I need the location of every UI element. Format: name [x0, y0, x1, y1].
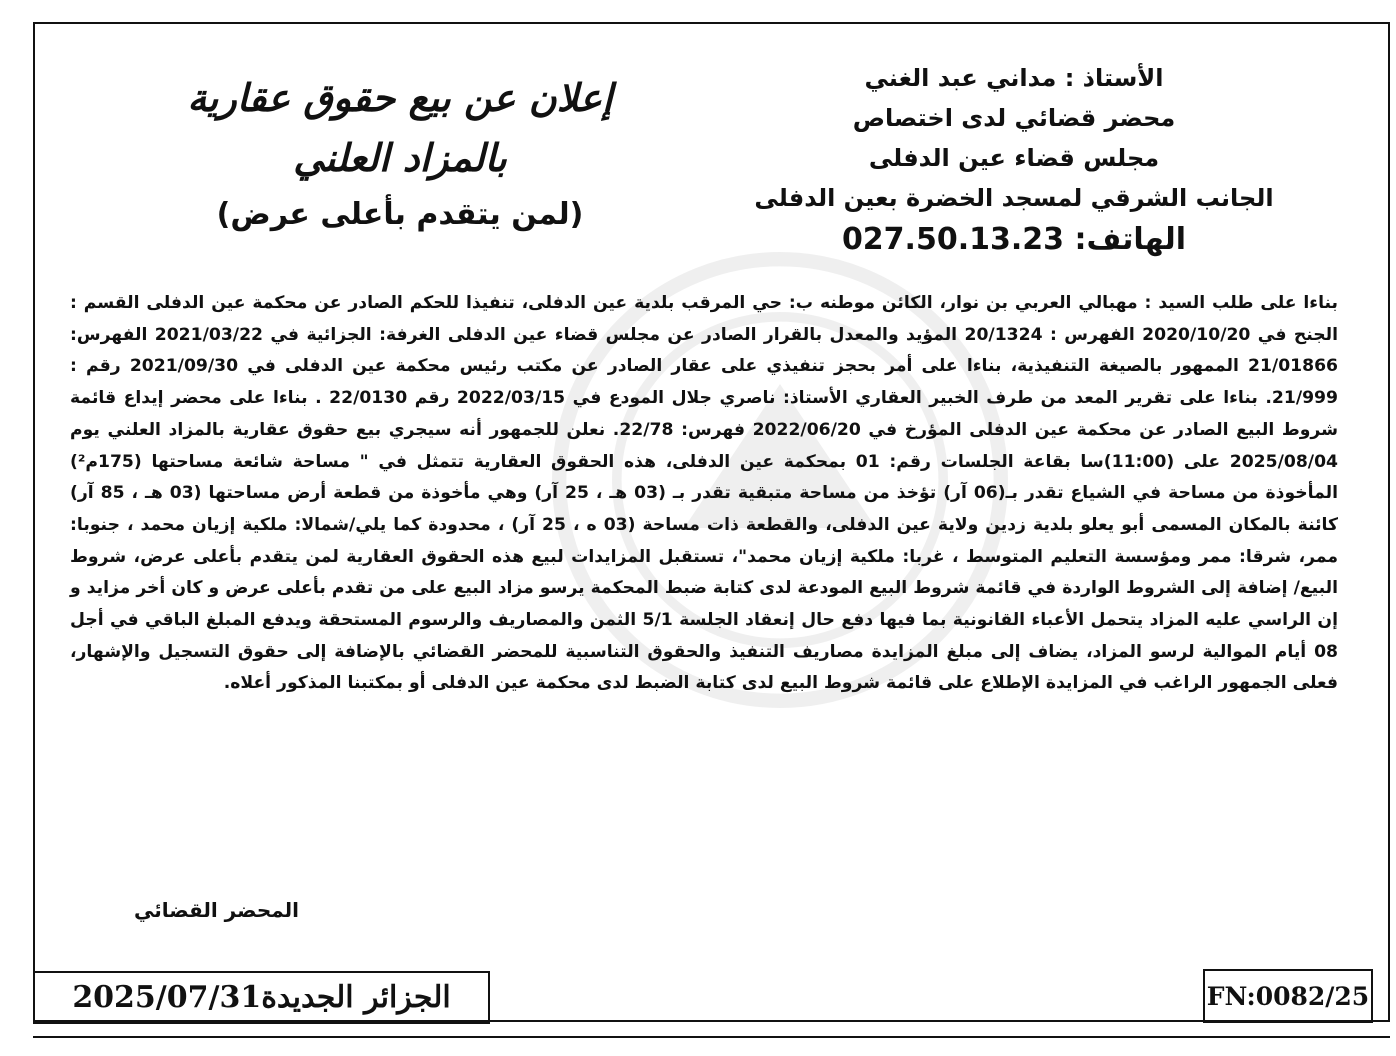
notice-body: بناءا على طلب السيد : مهبالي العربي بن نوار، الكائن موطنه ب: حي المرقب بلدية عين الدفلى، تنفيذا للحكم الصادر عن محكمة عين الدفلى القسم : الجنح في 2020/10/20 الفهرس : 20/1324 المؤيد والمعدل بالقرار الصادر عن مجلس قضاء عين الدفلى الغرفة: الجزائية في 2021/03/22 الفهرس: 21/01866 الممهور بالصيغة التنفيذية، بناءا على أمر بحجز تنفيذي على عقار الصادر عن مكتب رئيس محكمة عين الدفلى في 2021/09/30 رقم : 21/999. بناءا على تقرير المعد من طرف الخبير العقاري الأستاذ: ناصري جلال المودع في 2022/03/15 رقم 22/0130 . بناءا على محضر إيداع قائمة شروط البيع الصادر عن محكمة عين الدفلى المؤرخ في 2022/06/20 فهرس: 22/78. نعلن للجمهور أنه سيجري بيع حقوق عقارية بالمزاد العلني يوم 2025/08/04 على (11:00)سا بقاعة الجلسات رقم: 01 بمحكمة عين الدفلى، هذه الحقوق العقارية تتمثل في " مساحة شائعة مساحتها (175م²) المأخوذة من مساحة في الشياع تقدر بـ(06 آر) تؤخذ من مساحة متبقية تقدر بـ (03 هـ ، 25 آر) وهي مأخوذة من قطعة أرض مساحتها (03 هـ ، 85 آر) كائنة بالمكان المسمى أبو يعلو بلدية زدين ولاية عين الدفلى، والقطعة ذات مساحة (03 ه ، 25 آر) ، محدودة كما يلي/شمالا: ملكية إزيان محمد ، جنوبا: ممر، شرقا: ممر ومؤسسة التعليم المتوسط ، غربا: ملكية إزيان محمد"، تستقبل المزايدات لبيع هذه الحقوق العقارية لمن يتقدم بأعلى عرض، شروط البيع/ إضافة إلى الشروط الواردة في قائمة شروط البيع المودعة لدى كتابة ضبط المحكمة يرسو مزاد البيع على من تقدم بأعلى عرض و كان أخر مزايد و إن الراسي عليه المزاد يتحمل الأعباء القانونية بما فيها دفع حال إنعقاد الجلسة 5/1 الثمن والمصاريف والرسوم المستحقة ويدفع المبلغ الباقي في أجل 08 أيام الموالية لرسو المزاد، يضاف إلى مبلغ المزايدة مصاريف التنفيذ والحقوق التناسبية للمحضر القضائي بالإضافة إلى حقوق التسجيل والإشهار، فعلى الجمهور الراغب في المزايدة الإطلاع على قائمة شروط البيع لدى كتابة الضبط لدى محكمة عين الدفلى أو بمكتبنا المذكور أعلاه.	[70, 293, 1339, 694]
signature: المحضر القضائي	[134, 898, 300, 922]
bailiff-title: محضر قضائي لدى اختصاص	[852, 104, 1176, 132]
notice-title-line1: إعلان عن بيع حقوق عقارية	[187, 75, 613, 120]
bailiff-address: الجانب الشرقي لمسجد الخضرة بعين الدفلى	[754, 184, 1274, 212]
notice-heading	[80, 68, 720, 240]
bailiff-info	[704, 58, 1324, 262]
notice-title-line2: بالمزاد العلني	[293, 135, 507, 180]
newspaper-date: الجزائر الجديدة2025/07/31	[72, 980, 451, 1015]
reference-number: FN:0082/25	[1206, 981, 1370, 1011]
bailiff-name: الأستاذ : مداني عبد الغني	[864, 64, 1164, 92]
bottom-divider	[33, 1036, 1390, 1038]
reference-box	[1203, 969, 1373, 1023]
bailiff-jurisdiction: مجلس قضاء عين الدفلى	[868, 144, 1160, 172]
newspaper-date-box	[33, 971, 490, 1024]
bailiff-phone: الهاتف: 027.50.13.23	[841, 222, 1187, 257]
notice-subtitle: (لمن يتقدم بأعلى عرض)	[216, 197, 584, 232]
